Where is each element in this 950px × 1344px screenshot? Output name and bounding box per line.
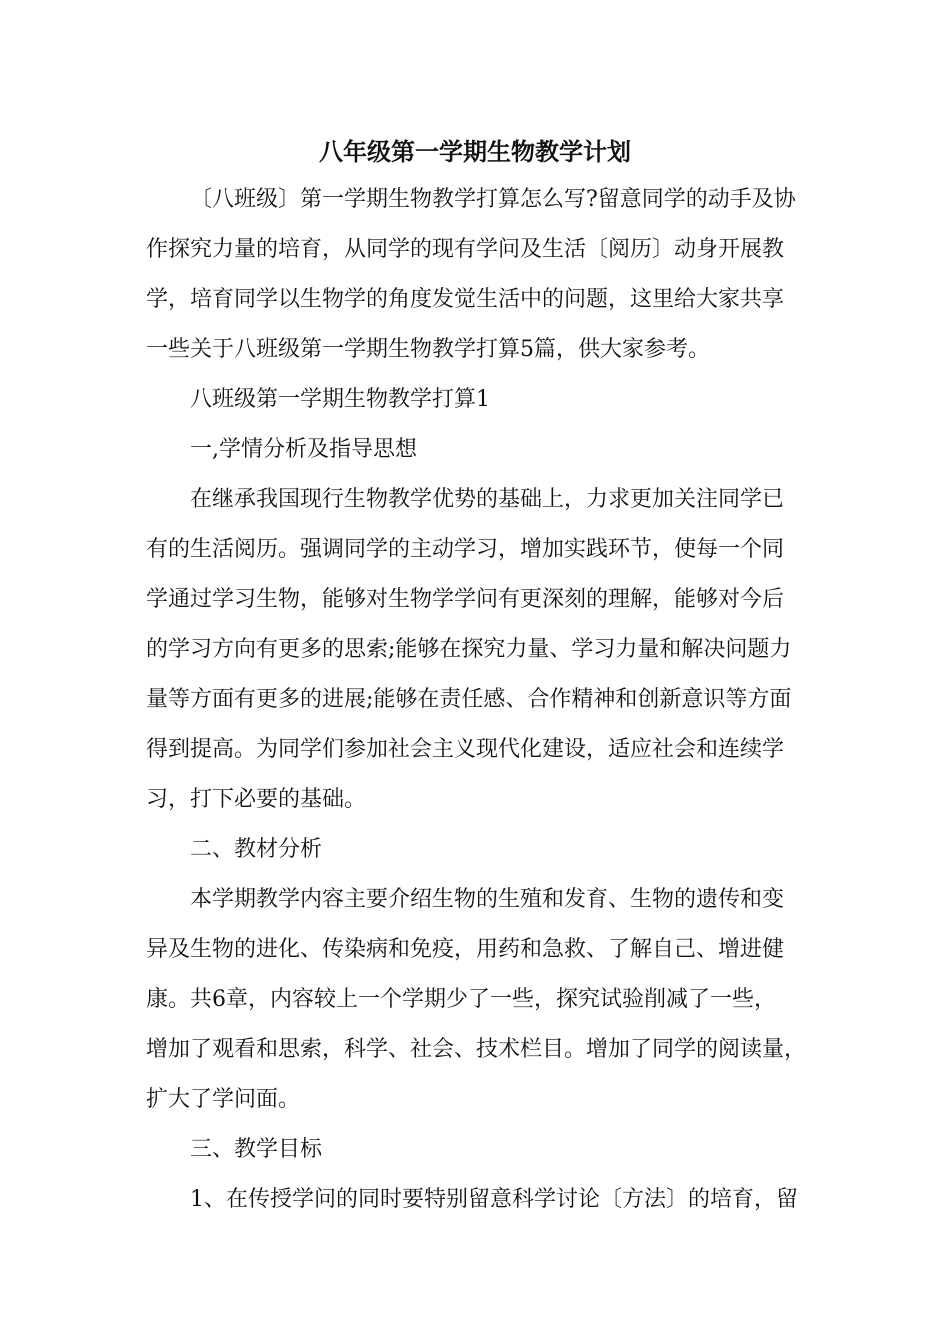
section-1-line-3: 学通过学习生物，能够对生物学学问有更深刻的理解，能够对今后 bbox=[146, 587, 785, 612]
section-1-line-4: 的学习方向有更多的思索;能够在探究力量、学习力量和解决问题力 bbox=[146, 637, 792, 662]
section-1-line-2: 有的生活阅历。强调同学的主动学习，增加实践环节，使每一个同 bbox=[146, 537, 785, 562]
section-heading-2: 二、教材分析 bbox=[190, 837, 323, 862]
section-3-line-1: 1、在传授学问的同时要特别留意科学讨论〔方法〕的培育，留 bbox=[190, 1187, 798, 1212]
section-1-line-6: 得到提高。为同学们参加社会主义现代化建设，适应社会和连续学 bbox=[146, 737, 785, 762]
document-title: 八年级第一学期生物教学计划 bbox=[319, 137, 631, 166]
section-1-line-7: 习，打下必要的基础。 bbox=[146, 787, 367, 812]
section-heading-3: 三、教学目标 bbox=[190, 1137, 323, 1162]
intro-line-4: 一些关于八班级第一学期生物教学打算5篇，供大家参考。 bbox=[146, 337, 710, 362]
intro-line-3: 学，培育同学以生物学的角度发觉生活中的问题，这里给大家共享 bbox=[146, 287, 785, 312]
section-2-line-2: 异及生物的进化、传染病和免疫，用药和急救、了解自己、增进健 bbox=[146, 937, 785, 962]
section-1-line-1: 在继承我国现行生物教学优势的基础上，力求更加关注同学已 bbox=[190, 487, 785, 512]
section-2-line-4: 增加了观看和思索，科学、社会、技术栏目。增加了同学的阅读量， bbox=[146, 1037, 807, 1062]
section-2-line-1: 本学期教学内容主要介绍生物的生殖和发育、生物的遗传和变 bbox=[190, 887, 785, 912]
section-2-line-5: 扩大了学问面。 bbox=[146, 1087, 301, 1112]
plan-heading: 八班级第一学期生物教学打算1 bbox=[190, 387, 490, 412]
intro-line-2: 作探究力量的培育，从同学的现有学问及生活〔阅历〕动身开展教 bbox=[146, 237, 785, 262]
intro-line-1: 〔八班级〕第一学期生物教学打算怎么写?留意同学的动手及协 bbox=[190, 187, 796, 212]
section-1-line-5: 量等方面有更多的进展;能够在责任感、合作精神和创新意识等方面 bbox=[146, 687, 792, 712]
section-2-line-3: 康。共6章，内容较上一个学期少了一些，探究试验削减了一些， bbox=[146, 987, 776, 1012]
section-heading-1: 一,学情分析及指导思想 bbox=[190, 437, 417, 462]
